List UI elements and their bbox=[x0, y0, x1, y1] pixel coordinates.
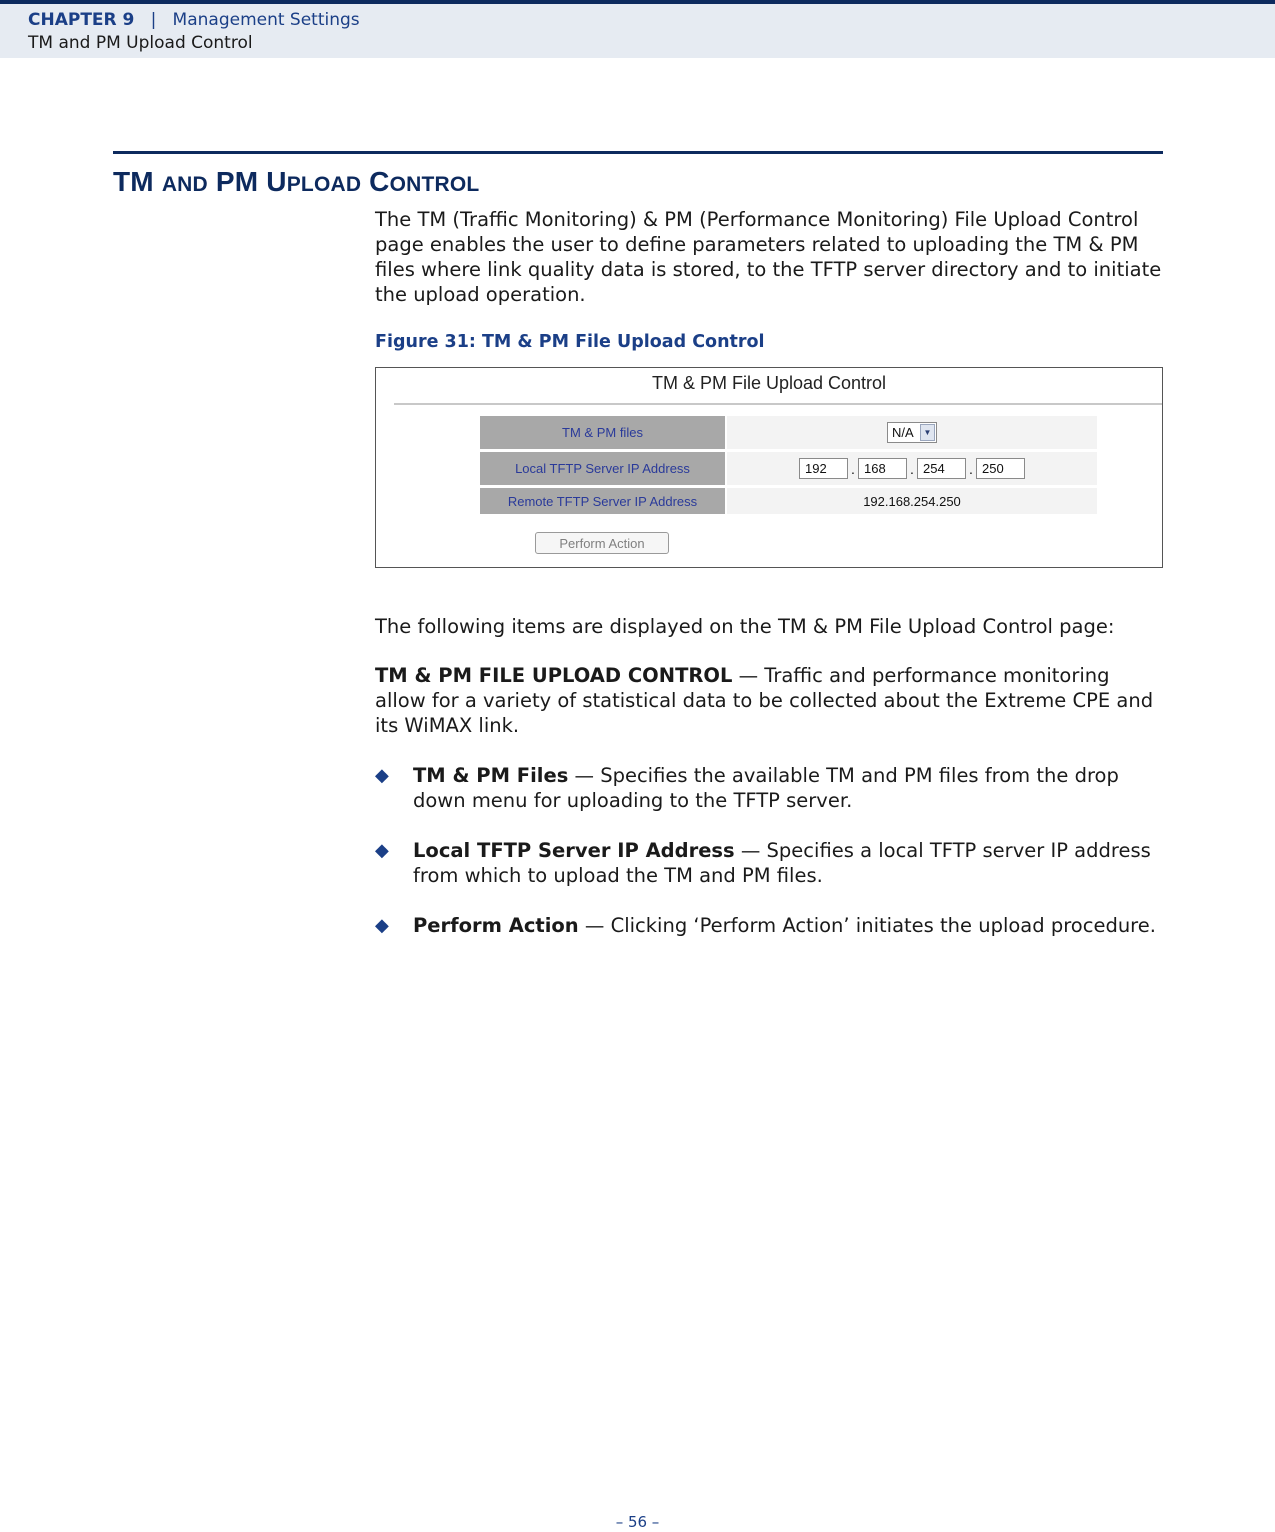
diamond-bullet-icon: ◆ bbox=[375, 915, 389, 936]
remote-ip-value: 192.168.254.250 bbox=[727, 488, 1097, 514]
diamond-bullet-icon: ◆ bbox=[375, 840, 389, 861]
section-title: TM AND PM UPLOAD CONTROL bbox=[113, 166, 480, 197]
ip-octet-2-input[interactable]: 168 bbox=[858, 458, 907, 479]
row-label: TM & PM files bbox=[480, 416, 725, 449]
ip-dot: . bbox=[969, 460, 973, 477]
item-text: — Specifies a local TFTP server IP address from which to upload the TM and PM files. bbox=[413, 839, 1151, 887]
ip-octet-4-input[interactable]: 250 bbox=[976, 458, 1025, 479]
row-remote-tftp-ip bbox=[480, 488, 1097, 514]
perform-action-button[interactable]: Perform Action bbox=[535, 532, 669, 554]
item-text: — Clicking ‘Perform Action’ initiates the upload procedure. bbox=[578, 914, 1156, 937]
chapter-label: CHAPTER 9 bbox=[28, 10, 135, 30]
item-term: TM & PM Files bbox=[413, 764, 569, 787]
ip-dot: . bbox=[910, 460, 914, 477]
chapter-title: Management Settings bbox=[172, 10, 360, 30]
ip-octet-3-input[interactable]: 254 bbox=[917, 458, 966, 479]
desc-paragraph bbox=[375, 663, 1165, 738]
desc-term: TM & PM FILE UPLOAD CONTROL bbox=[375, 664, 733, 687]
row-label: Remote TFTP Server IP Address bbox=[480, 488, 725, 514]
select-value: N/A bbox=[892, 425, 914, 440]
chevron-down-icon: ▼ bbox=[920, 424, 935, 441]
section-rule bbox=[113, 151, 1163, 154]
item-text: — Specifies the available TM and PM files from the drop down menu for uploading to the TFTP server. bbox=[413, 764, 1119, 812]
header-subtitle: TM and PM Upload Control bbox=[28, 33, 253, 53]
diamond-bullet-icon: ◆ bbox=[375, 765, 389, 786]
row-local-tftp-ip bbox=[480, 452, 1097, 485]
desc-text: — Traffic and performance monitoring allow for a variety of statistical data to be collected about the Extreme CPE and its WiMAX link. bbox=[375, 664, 1154, 737]
item-term: Local TFTP Server IP Address bbox=[413, 839, 735, 862]
row-value bbox=[727, 416, 1097, 449]
intro-paragraph: The TM (Traffic Monitoring) & PM (Performance Monitoring) File Upload Control page enables the user to define parameters related to uploading the TM & PM files where link quality data is stored, to the TFTP server directory and to initiate the upload operation. bbox=[375, 208, 1162, 306]
page-number: – 56 – bbox=[615, 1513, 660, 1531]
header-chapter-line bbox=[28, 10, 360, 30]
row-label: Local TFTP Server IP Address bbox=[480, 452, 725, 485]
row-value bbox=[727, 452, 1097, 485]
ip-octet-1-input[interactable]: 192 bbox=[799, 458, 848, 479]
page-header bbox=[0, 0, 1275, 58]
figure-screenshot bbox=[375, 367, 1163, 568]
items-intro: The following items are displayed on the TM & PM File Upload Control page: bbox=[375, 615, 1115, 638]
figure-caption: Figure 31: TM & PM File Upload Control bbox=[375, 332, 765, 352]
ip-dot: . bbox=[851, 460, 855, 477]
figure-divider bbox=[394, 403, 1162, 405]
tm-pm-files-select[interactable] bbox=[887, 422, 937, 443]
figure-page-title: TM & PM File Upload Control bbox=[651, 373, 887, 393]
row-tm-pm-files bbox=[480, 416, 1097, 449]
header-separator: | bbox=[150, 10, 157, 30]
item-term: Perform Action bbox=[413, 914, 579, 937]
